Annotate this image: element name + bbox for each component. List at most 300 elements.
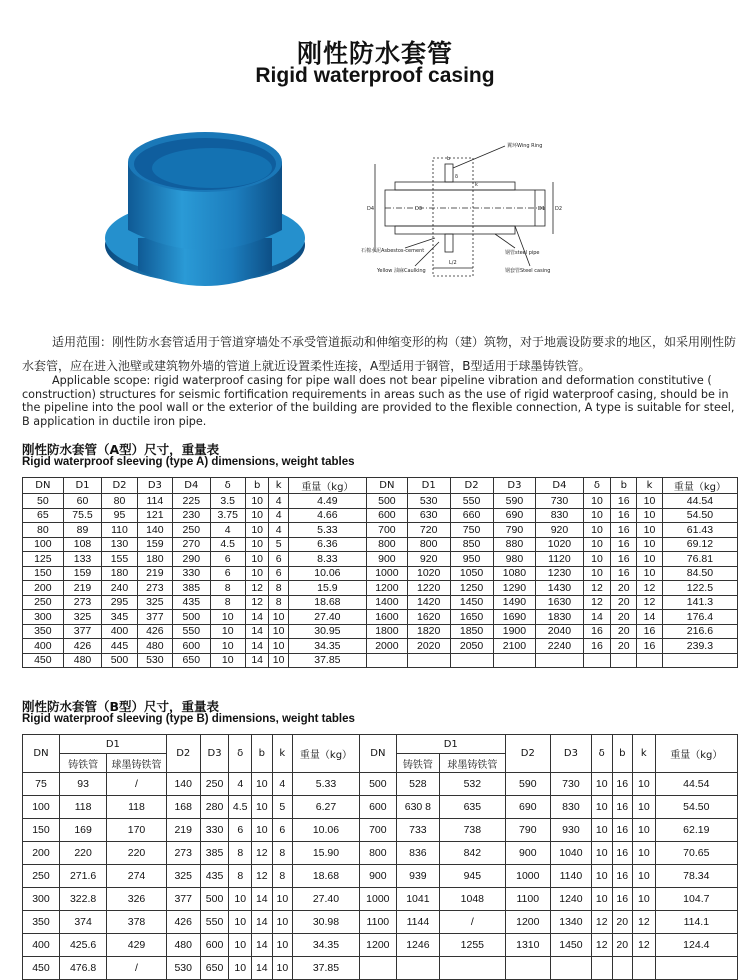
table-cell: 280 xyxy=(200,796,229,819)
table-cell: 122.5 xyxy=(662,581,737,596)
table-cell xyxy=(583,653,611,668)
table-a-header: k xyxy=(269,478,288,494)
table-cell: 140 xyxy=(137,523,172,538)
table-cell: 1650 xyxy=(450,610,493,625)
table-cell: 3.5 xyxy=(210,494,245,509)
table-cell: 590 xyxy=(505,773,550,796)
table-cell: 200 xyxy=(23,581,64,596)
table-b-header-d2: D2 xyxy=(166,735,200,773)
table-a-header: δ xyxy=(583,478,611,494)
table-cell: 950 xyxy=(450,552,493,567)
table-cell: 10 xyxy=(633,842,656,865)
table-cell: 121 xyxy=(137,508,172,523)
table-cell: 62.19 xyxy=(655,819,737,842)
table-cell: 10 xyxy=(633,865,656,888)
table-a-header: D3 xyxy=(137,478,172,494)
table-cell: 600 xyxy=(367,508,408,523)
table-cell: 95 xyxy=(102,508,137,523)
table-cell: 16 xyxy=(612,865,633,888)
table-cell: 700 xyxy=(367,523,408,538)
table-cell: 14 xyxy=(252,911,273,934)
label-d1: D1 xyxy=(538,206,546,212)
table-cell: 239.3 xyxy=(662,639,737,654)
table-cell: 271.6 xyxy=(59,865,106,888)
table-cell: 12 xyxy=(583,581,611,596)
table-cell: 8 xyxy=(210,581,245,596)
table-cell: 550 xyxy=(200,911,229,934)
table-cell: 1240 xyxy=(550,888,591,911)
table-cell: 216.6 xyxy=(662,624,737,639)
table-cell: 1620 xyxy=(407,610,450,625)
table-cell: 30.95 xyxy=(288,624,366,639)
table-cell: 8 xyxy=(269,595,288,610)
table-cell: 8.33 xyxy=(288,552,366,567)
table-cell: 14 xyxy=(252,934,273,957)
table-cell: 750 xyxy=(450,523,493,538)
table-cell: 10 xyxy=(591,888,612,911)
table-cell: 14 xyxy=(252,957,273,980)
table-cell: 80 xyxy=(23,523,64,538)
table-cell: / xyxy=(439,911,505,934)
table-cell: 425.6 xyxy=(59,934,106,957)
label-steel-pipe: 钢管steel pipe xyxy=(505,250,540,256)
table-cell: 385 xyxy=(200,842,229,865)
table-cell: 1246 xyxy=(396,934,439,957)
table-cell: 300 xyxy=(23,610,64,625)
table-cell: 10 xyxy=(272,911,293,934)
table-cell: 800 xyxy=(407,537,450,552)
table-cell: 16 xyxy=(637,639,663,654)
table-cell: 600 xyxy=(173,639,211,654)
table-cell: 220 xyxy=(59,842,106,865)
table-cell: 300 xyxy=(23,888,60,911)
table-cell: 10 xyxy=(272,888,293,911)
table-cell: 250 xyxy=(23,595,64,610)
table-cell: 14 xyxy=(245,639,269,654)
table-cell: 14 xyxy=(637,610,663,625)
table-cell: 400 xyxy=(23,639,64,654)
table-cell: 945 xyxy=(439,865,505,888)
table-cell: 10 xyxy=(633,819,656,842)
table-cell: 920 xyxy=(536,523,583,538)
table-cell: 590 xyxy=(493,494,536,509)
table-cell: 720 xyxy=(407,523,450,538)
table-cell: 5.33 xyxy=(293,773,360,796)
table-cell: 1310 xyxy=(505,934,550,957)
table-cell: 10 xyxy=(210,653,245,668)
table-cell: 435 xyxy=(200,865,229,888)
table-cell: 10 xyxy=(229,888,252,911)
table-cell: 377 xyxy=(137,610,172,625)
table-cell: 1900 xyxy=(493,624,536,639)
table-b-header-cast-iron-2: 铸铁管 xyxy=(396,754,439,773)
table-b-header-d1: D1 xyxy=(59,735,166,754)
table-cell: 219 xyxy=(137,566,172,581)
table-cell: 155 xyxy=(102,552,137,567)
table-cell: 8 xyxy=(229,842,252,865)
table-a-header: D2 xyxy=(450,478,493,494)
table-cell: 10 xyxy=(269,624,288,639)
table-cell: 8 xyxy=(269,581,288,596)
table-cell: 16 xyxy=(612,796,633,819)
table-row xyxy=(23,653,738,668)
table-cell: 650 xyxy=(200,957,229,980)
table-cell: 1290 xyxy=(493,581,536,596)
table-cell xyxy=(536,653,583,668)
table-row xyxy=(23,819,738,842)
table-row xyxy=(23,494,738,509)
table-cell: 377 xyxy=(166,888,200,911)
table-cell: 850 xyxy=(450,537,493,552)
table-cell xyxy=(637,653,663,668)
table-cell: 10 xyxy=(272,957,293,980)
label-steel-casing: 钢套管Steel casing xyxy=(505,268,551,274)
table-cell: 700 xyxy=(359,819,396,842)
table-cell: 1600 xyxy=(367,610,408,625)
table-cell: 1200 xyxy=(505,911,550,934)
table-cell: 1850 xyxy=(450,624,493,639)
table-b-header-weight: 重量（kg） xyxy=(293,735,360,773)
table-cell: 10 xyxy=(591,773,612,796)
table-cell: 10 xyxy=(210,610,245,625)
table-cell: 1020 xyxy=(407,566,450,581)
table-row xyxy=(23,537,738,552)
table-cell: 125 xyxy=(23,552,64,567)
table-cell: 273 xyxy=(137,581,172,596)
table-cell: 118 xyxy=(59,796,106,819)
table-cell: 900 xyxy=(505,842,550,865)
table-cell: 10 xyxy=(591,819,612,842)
table-cell: 1000 xyxy=(367,566,408,581)
table-a-header: D4 xyxy=(536,478,583,494)
table-cell: 273 xyxy=(63,595,102,610)
table-cell: 110 xyxy=(102,523,137,538)
table-row xyxy=(23,957,738,980)
table-cell: 6 xyxy=(210,566,245,581)
table-cell: 450 xyxy=(23,957,60,980)
table-cell: 230 xyxy=(173,508,211,523)
table-cell: 12 xyxy=(633,934,656,957)
table-cell: 1255 xyxy=(439,934,505,957)
table-cell: 114 xyxy=(137,494,172,509)
table-cell: 690 xyxy=(493,508,536,523)
table-cell: 16 xyxy=(612,842,633,865)
table-cell: 480 xyxy=(137,639,172,654)
table-a-header: 重量（kg） xyxy=(662,478,737,494)
table-cell: 600 xyxy=(200,934,229,957)
table-cell: 37.85 xyxy=(293,957,360,980)
table-cell: 939 xyxy=(396,865,439,888)
table-cell: 93 xyxy=(59,773,106,796)
table-cell: 124.4 xyxy=(655,934,737,957)
label-wing-ring: 翼环Wing Ring xyxy=(507,143,543,149)
table-cell: 180 xyxy=(102,566,137,581)
label-half-length: L/2 xyxy=(449,260,457,266)
table-cell: 660 xyxy=(450,508,493,523)
table-cell: 1690 xyxy=(493,610,536,625)
table-cell: 10 xyxy=(269,639,288,654)
table-cell: 20 xyxy=(611,595,637,610)
table-cell: 435 xyxy=(173,595,211,610)
table-cell xyxy=(505,957,550,980)
table-cell: 900 xyxy=(359,865,396,888)
table-cell: 4.49 xyxy=(288,494,366,509)
table-a-header: DN xyxy=(367,478,408,494)
table-b-header-delta: δ xyxy=(229,735,252,773)
table-cell: 880 xyxy=(493,537,536,552)
table-cell xyxy=(439,957,505,980)
table-cell: / xyxy=(107,957,167,980)
table-cell: 1200 xyxy=(359,934,396,957)
table-cell: 225 xyxy=(173,494,211,509)
table-cell: 12 xyxy=(583,595,611,610)
table-cell: 34.35 xyxy=(288,639,366,654)
table-cell: 1120 xyxy=(536,552,583,567)
table-cell: 14 xyxy=(245,653,269,668)
table-cell: 5.33 xyxy=(288,523,366,538)
table-cell: 176.4 xyxy=(662,610,737,625)
table-cell: 169 xyxy=(59,819,106,842)
table-cell: 1080 xyxy=(493,566,536,581)
scope-paragraph-cn: 适用范围：刚性防水套管适用于管道穿墙处不承受管道振动和伸缩变形的构（建）筑物，对于地震设防要求的地区，如采用刚性防水套管，应在进入池壁或建筑物外墙的管道上就近设置柔性连接，A型适用于钢管，B型适用于球墨铸铁管。 xyxy=(22,335,737,373)
table-cell: 10 xyxy=(245,552,269,567)
table-cell: 377 xyxy=(63,624,102,639)
table-cell: 8 xyxy=(272,842,293,865)
table-cell: 140 xyxy=(166,773,200,796)
table-cell: 10.06 xyxy=(293,819,360,842)
label-k: k xyxy=(475,182,478,188)
table-cell: 114.1 xyxy=(655,911,737,934)
table-cell: 600 xyxy=(359,796,396,819)
table-cell: 800 xyxy=(359,842,396,865)
table-cell: 180 xyxy=(137,552,172,567)
table-row xyxy=(23,624,738,639)
scope-paragraph-en: Applicable scope: rigid waterproof casing for pipe wall does not bear pipeline vibration and deformation constitutive ( construction) structures for seismic fortification requirements in areas such as the use of rigid waterproof casing, should be in the pipeline into the pool wall or the exterior of the building are provided to the flexible connection, A type is suitable for steel, B application in ductile iron pipe. xyxy=(22,374,735,428)
table-cell: 630 xyxy=(407,508,450,523)
table-cell: 836 xyxy=(396,842,439,865)
table-row xyxy=(23,595,738,610)
table-a-title-cn: 刚性防水套管（A型）尺寸，重量表 xyxy=(22,442,220,457)
table-cell: 44.54 xyxy=(662,494,737,509)
table-cell: 84.50 xyxy=(662,566,737,581)
table-cell: 2050 xyxy=(450,639,493,654)
table-cell: 730 xyxy=(550,773,591,796)
table-cell: 1400 xyxy=(367,595,408,610)
table-cell: 550 xyxy=(450,494,493,509)
table-cell: 1220 xyxy=(407,581,450,596)
table-b-header-d1-2: D1 xyxy=(396,735,505,754)
table-b-header-ductile-2: 球墨铸铁管 xyxy=(439,754,505,773)
table-cell: / xyxy=(107,773,167,796)
table-a-header: 重量（kg） xyxy=(288,478,366,494)
table-cell: 400 xyxy=(23,934,60,957)
table-cell: 10 xyxy=(245,537,269,552)
table-cell: 100 xyxy=(23,796,60,819)
table-cell: 20 xyxy=(611,639,637,654)
table-a-header: b xyxy=(245,478,269,494)
table-cell: 5 xyxy=(272,796,293,819)
table-cell: 12 xyxy=(633,911,656,934)
table-a-header: D1 xyxy=(63,478,102,494)
table-cell: 1100 xyxy=(505,888,550,911)
table-cell: 108 xyxy=(63,537,102,552)
table-cell: 790 xyxy=(493,523,536,538)
table-cell: 1020 xyxy=(536,537,583,552)
table-cell: 800 xyxy=(367,537,408,552)
table-cell: 378 xyxy=(107,911,167,934)
table-cell: 2000 xyxy=(367,639,408,654)
table-cell: 12 xyxy=(637,595,663,610)
table-cell: 20 xyxy=(612,934,633,957)
table-cell: 10 xyxy=(245,523,269,538)
table-cell: 450 xyxy=(23,653,64,668)
table-cell: 10 xyxy=(583,508,611,523)
sleeve-product-image xyxy=(100,120,310,300)
table-cell: 2040 xyxy=(536,624,583,639)
table-b-header-dn: DN xyxy=(23,735,60,773)
table-cell: 1830 xyxy=(536,610,583,625)
table-cell: 100 xyxy=(23,537,64,552)
table-row xyxy=(23,911,738,934)
label-d2: D2 xyxy=(555,206,563,212)
table-cell: 1230 xyxy=(536,566,583,581)
table-cell: 738 xyxy=(439,819,505,842)
table-cell: 10 xyxy=(637,508,663,523)
table-b-title-cn: 刚性防水套管（B型）尺寸，重量表 xyxy=(22,699,220,714)
table-cell: 480 xyxy=(63,653,102,668)
table-cell: 4 xyxy=(272,773,293,796)
table-cell: 150 xyxy=(23,819,60,842)
table-cell: 273 xyxy=(166,842,200,865)
table-cell: 1140 xyxy=(550,865,591,888)
table-cell: 89 xyxy=(63,523,102,538)
table-cell: 10 xyxy=(591,796,612,819)
table-cell: 1000 xyxy=(359,888,396,911)
table-cell: 1040 xyxy=(550,842,591,865)
table-cell: 1420 xyxy=(407,595,450,610)
table-cell: 326 xyxy=(107,888,167,911)
table-a-header: D2 xyxy=(102,478,137,494)
table-cell: 250 xyxy=(23,865,60,888)
table-cell: 1144 xyxy=(396,911,439,934)
table-cell: 445 xyxy=(102,639,137,654)
table-row xyxy=(23,865,738,888)
table-b-dimensions xyxy=(22,734,738,980)
table-cell: 15.90 xyxy=(293,842,360,865)
table-b-header-b: b xyxy=(252,735,273,773)
table-cell: 6 xyxy=(269,566,288,581)
label-d4: D4 xyxy=(367,206,375,212)
table-cell: 20 xyxy=(611,624,637,639)
table-cell: 10 xyxy=(272,934,293,957)
table-cell: 220 xyxy=(107,842,167,865)
table-cell: 325 xyxy=(137,595,172,610)
table-row xyxy=(23,581,738,596)
table-cell: 10 xyxy=(245,494,269,509)
table-b-header-weight-2: 重量（kg） xyxy=(655,735,737,773)
table-a-header: D4 xyxy=(173,478,211,494)
table-b-title-en: Rigid waterproof sleeving (type B) dimensions, weight tables xyxy=(22,713,355,725)
table-b-header-d3-2: D3 xyxy=(550,735,591,773)
table-cell: 15.9 xyxy=(288,581,366,596)
table-cell: 10 xyxy=(591,865,612,888)
table-cell: 54.50 xyxy=(655,796,737,819)
table-cell: 104.7 xyxy=(655,888,737,911)
table-cell xyxy=(407,653,450,668)
table-cell: 16 xyxy=(611,508,637,523)
table-cell: 6 xyxy=(269,552,288,567)
label-caulking: Yellow 油麻Caulking xyxy=(377,268,426,274)
table-cell: 480 xyxy=(166,934,200,957)
table-cell: 530 xyxy=(137,653,172,668)
table-cell: 10 xyxy=(245,508,269,523)
table-cell: 37.85 xyxy=(288,653,366,668)
table-cell: 1450 xyxy=(450,595,493,610)
table-cell: 10 xyxy=(252,796,273,819)
table-a-title-en: Rigid waterproof sleeving (type A) dimensions, weight tables xyxy=(22,456,355,468)
table-cell xyxy=(359,957,396,980)
table-b-header-ductile: 球墨铸铁管 xyxy=(107,754,167,773)
table-cell: 44.54 xyxy=(655,773,737,796)
label-delta: δ xyxy=(455,174,459,180)
table-cell: 16 xyxy=(612,888,633,911)
table-cell: 1340 xyxy=(550,911,591,934)
table-cell: 150 xyxy=(23,566,64,581)
table-cell: 12 xyxy=(252,842,273,865)
table-cell: 16 xyxy=(612,773,633,796)
table-row xyxy=(23,888,738,911)
table-cell: 900 xyxy=(367,552,408,567)
table-cell: 250 xyxy=(200,773,229,796)
casing-section-drawing xyxy=(355,138,570,308)
table-cell: 426 xyxy=(166,911,200,934)
label-b: b xyxy=(447,156,451,162)
table-cell: 20 xyxy=(611,581,637,596)
table-cell: 980 xyxy=(493,552,536,567)
table-cell: 730 xyxy=(536,494,583,509)
table-cell: 10 xyxy=(583,523,611,538)
table-cell: 20 xyxy=(611,610,637,625)
table-cell: 4 xyxy=(210,523,245,538)
table-cell: 10 xyxy=(583,494,611,509)
table-cell: 78.34 xyxy=(655,865,737,888)
table-cell: 1450 xyxy=(550,934,591,957)
table-cell: 10 xyxy=(637,494,663,509)
table-cell: 16 xyxy=(583,639,611,654)
table-cell: 12 xyxy=(591,911,612,934)
table-cell: 12 xyxy=(245,581,269,596)
table-cell: 6.36 xyxy=(288,537,366,552)
table-cell: 10 xyxy=(229,957,252,980)
table-cell: 10 xyxy=(637,523,663,538)
page-title-cn: 刚性防水套管 xyxy=(296,39,453,68)
table-cell: 635 xyxy=(439,796,505,819)
table-cell: 130 xyxy=(102,537,137,552)
table-cell: 16 xyxy=(612,819,633,842)
table-cell: 10 xyxy=(637,537,663,552)
table-cell: 330 xyxy=(200,819,229,842)
table-cell: 930 xyxy=(550,819,591,842)
table-cell: 500 xyxy=(173,610,211,625)
table-cell: 295 xyxy=(102,595,137,610)
table-cell: 10 xyxy=(583,552,611,567)
table-cell: 4 xyxy=(229,773,252,796)
table-cell: 733 xyxy=(396,819,439,842)
table-row xyxy=(23,508,738,523)
table-cell: 12 xyxy=(591,934,612,957)
table-cell: 16 xyxy=(611,552,637,567)
table-cell: 532 xyxy=(439,773,505,796)
